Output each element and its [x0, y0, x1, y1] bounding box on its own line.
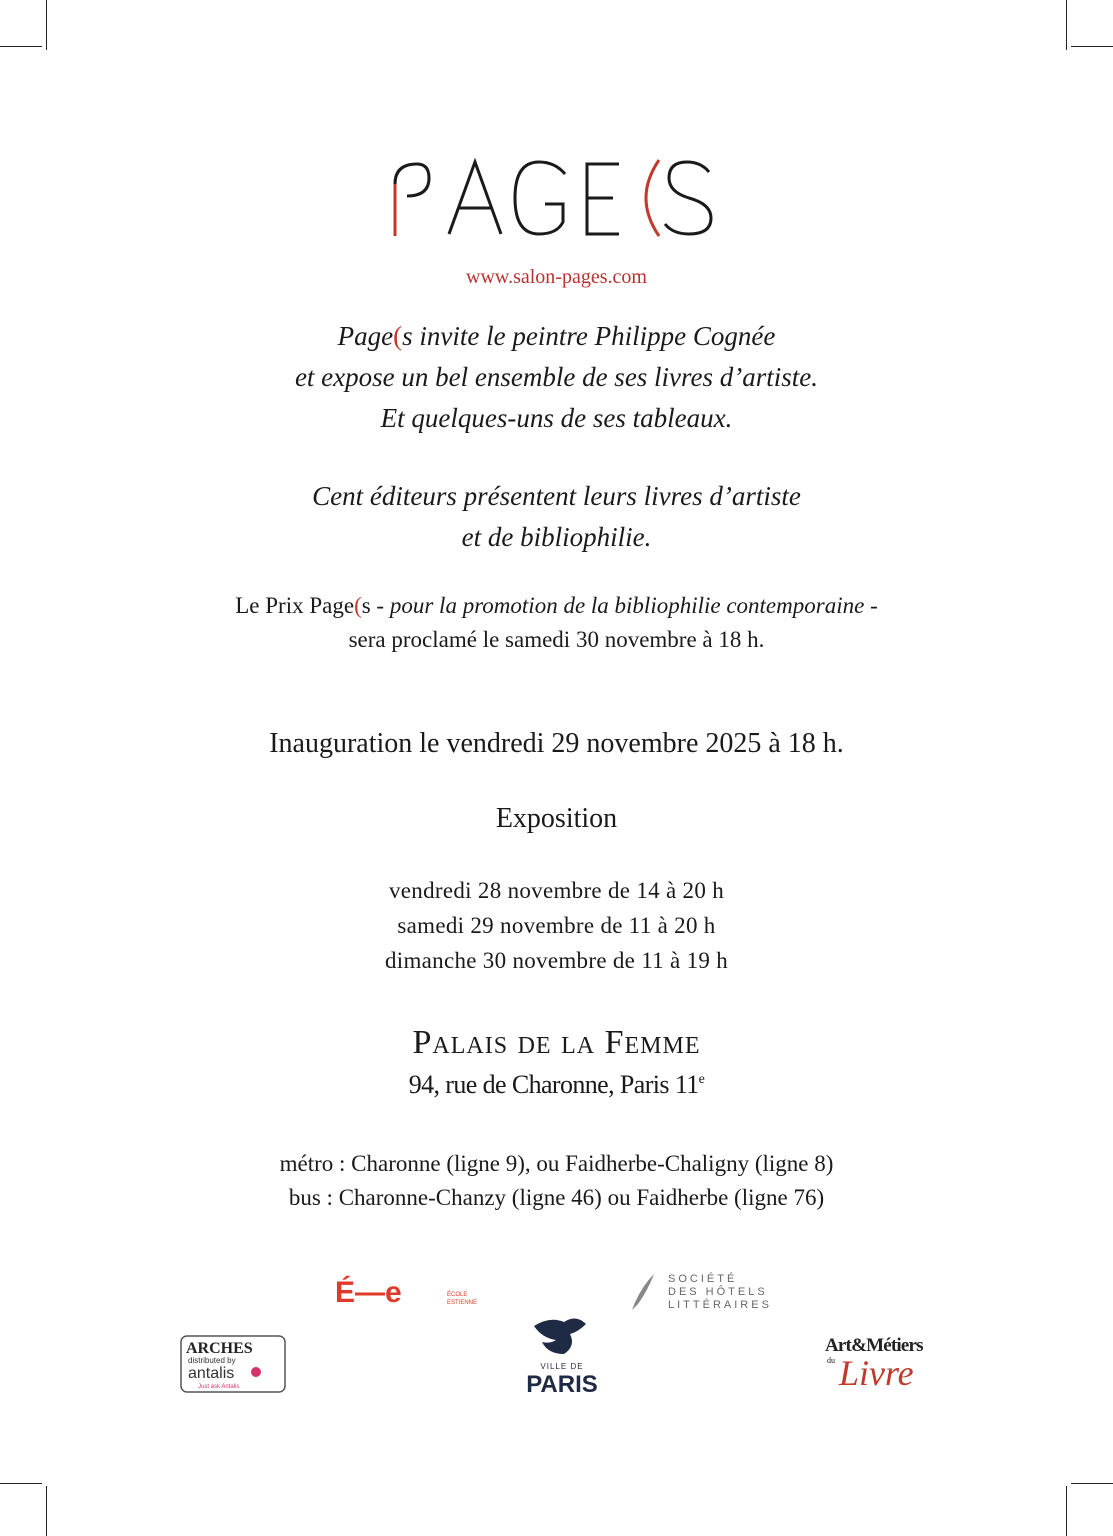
editeurs-line-2: et de bibliophilie. — [461, 522, 652, 552]
quill-icon — [632, 1274, 654, 1310]
svg-text:ARCHES: ARCHES — [186, 1340, 253, 1357]
horaire-item: samedi 29 novembre de 11 à 20 h — [397, 913, 716, 938]
prix-text — [0, 589, 1113, 657]
horaire-item: dimanche 30 novembre de 11 à 19 h — [384, 948, 729, 973]
svg-text:du: du — [827, 1356, 835, 1365]
arches-antalis-logo — [180, 1335, 286, 1393]
svg-text:ESTIENNE: ESTIENNE — [447, 1300, 478, 1306]
ville-de-paris-logo — [520, 1312, 604, 1398]
prix-line-2: sera proclamé le samedi 30 novembre à 18 h. — [348, 627, 765, 652]
hotels-litteraires-logo — [628, 1270, 798, 1314]
editeurs-line-1: Cent éditeurs présentent leurs livres d’artiste — [312, 481, 801, 511]
crop-mark — [1071, 1483, 1113, 1484]
estienne-mark: É—e — [335, 1276, 402, 1309]
inauguration-text: Inauguration le vendredi 29 novembre 2025 à 18 h. — [269, 728, 844, 759]
venue-address: 94, rue de Charonne, Paris 11e — [408, 1070, 705, 1099]
svg-text:LITTÉRAIRES: LITTÉRAIRES — [668, 1299, 772, 1311]
svg-text:DES HÔTELS: DES HÔTELS — [668, 1286, 768, 1298]
venue-name: Palais de la Femme — [412, 1024, 701, 1061]
exposition-title: Exposition — [495, 803, 618, 834]
invite-line-2: et expose un bel ensemble de ses livres d’artiste. — [294, 362, 819, 392]
bus-info: bus : Charonne-Chanzy (ligne 46) ou Faidherbe (ligne 76) — [288, 1185, 825, 1210]
prix-line-1: Le Prix Page(s - pour la promotion de la bibliophilie contemporaine - — [235, 593, 878, 618]
svg-text:Livre: Livre — [839, 1353, 914, 1393]
ecole-estienne-logo — [335, 1272, 480, 1312]
crop-mark — [0, 46, 42, 47]
crop-mark — [1066, 1486, 1067, 1536]
crop-mark — [0, 1483, 42, 1484]
editeurs-text — [0, 476, 1113, 558]
invite-line-3: Et quelques-uns de ses tableaux. — [380, 403, 733, 433]
crop-mark — [46, 1486, 47, 1536]
crop-mark — [46, 0, 47, 50]
transport-info — [0, 1147, 1113, 1215]
metro-info: métro : Charonne (ligne 9), ou Faidherbe-Chaligny (ligne 8) — [279, 1151, 834, 1176]
website-link[interactable]: www.salon-pages.com — [466, 266, 647, 288]
svg-text:PARIS: PARIS — [526, 1371, 598, 1398]
exposition-horaires — [0, 873, 1113, 978]
horaire-item: vendredi 28 novembre de 14 à 20 h — [389, 878, 724, 903]
svg-text:distributed by: distributed by — [188, 1356, 236, 1365]
crop-mark — [1066, 0, 1067, 50]
svg-text:VILLE DE: VILLE DE — [540, 1362, 584, 1371]
crop-mark — [1071, 46, 1113, 47]
paris-ship-icon — [534, 1318, 586, 1354]
svg-text:SOCIÉTÉ: SOCIÉTÉ — [668, 1273, 738, 1285]
art-metiers-du-livre-logo — [823, 1327, 948, 1393]
svg-text:Art&Métiers: Art&Métiers — [825, 1335, 923, 1356]
svg-text:Just ask Antalis: Just ask Antalis — [198, 1384, 240, 1390]
svg-text:ÉCOLE: ÉCOLE — [447, 1292, 468, 1298]
invite-line-1: Page(s invite le peintre Philippe Cognée — [337, 321, 776, 351]
pages-logo — [0, 158, 1113, 238]
invite-text — [0, 316, 1113, 439]
svg-text:antalis: antalis — [188, 1365, 235, 1382]
